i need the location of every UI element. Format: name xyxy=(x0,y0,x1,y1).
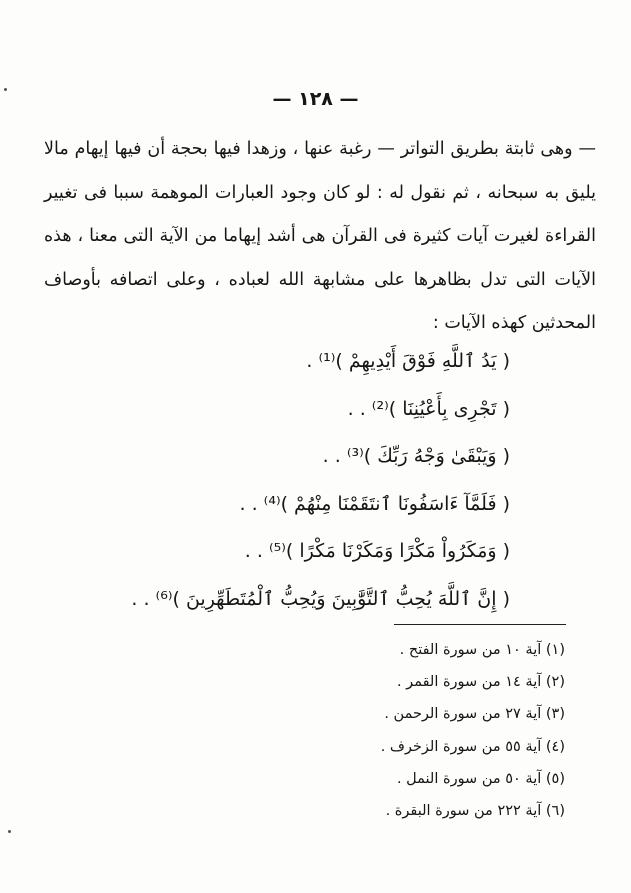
quran-verse: ( إِنَّ ٱللَّهَ يُحِبُّ ٱلتَّوَّٰبِينَ وَيُحِبُّ ٱلْمُتَطَهِّرِينَ )⁽⁶⁾ . . xyxy=(131,587,510,610)
footnote: (٣) آية ٢٧ من سورة الرحمن . xyxy=(384,706,565,723)
footnote-list xyxy=(40,634,565,827)
footnote: (٤) آية ٥٥ من سورة الزخرف . xyxy=(380,738,565,755)
quran-verse: ( تَجْرِى بِأَعْيُنِنَا )⁽²⁾ . . xyxy=(347,397,510,420)
footnote: (٢) آية ١٤ من سورة القمر . xyxy=(396,674,565,691)
footnote: (٥) آية ٥٠ من سورة النمل . xyxy=(396,770,565,787)
quran-verse: ( وَيَبْقَىٰ وَجْهُ رَبِّكَ )⁽³⁾ . . xyxy=(322,445,510,467)
footnote: (١) آية ١٠ من سورة الفتح . xyxy=(399,642,565,658)
footnote-divider xyxy=(394,624,566,625)
quran-verse-list xyxy=(40,338,510,623)
scan-speck xyxy=(4,88,7,91)
quran-verse: ( يَدُ ٱللَّهِ فَوْقَ أَيْدِيهِمْ )⁽¹⁾ . xyxy=(306,350,510,372)
quran-verse: ( فَلَمَّآ ءَاسَفُونَا ٱنتَقَمْنَا مِنْهُمْ )⁽⁴⁾ . . xyxy=(239,492,510,515)
footnote: (٦) آية ٢٢٢ من سورة البقرة . xyxy=(385,802,565,819)
body-paragraph: — وهى ثابتة بطريق التواتر — رغبة عنها ، وزهدا فيها بحجة أن فيها إيهام مالا يليق به سبحانه ، ثم نقول له : لو كان وجود العبارات الموهمة سببا فى تغيير القراءة لغيرت آيات كثيرة فى القرآن هى أشد إيهاما من الآية التى معنا ، هذه الآيات التى تدل بظاهرها على مشابهة الله لعباده ، وعلى اتصافه بأوصاف المحدثين كهذه الآيات : xyxy=(44,139,596,333)
quran-verse: ( وَمَكَرُواْ مَكْرًا وَمَكَرْنَا مَكْرًا )⁽⁵⁾ . . xyxy=(244,540,510,562)
scan-speck xyxy=(8,830,11,833)
page-number: — ١٢٨ — xyxy=(272,88,359,110)
